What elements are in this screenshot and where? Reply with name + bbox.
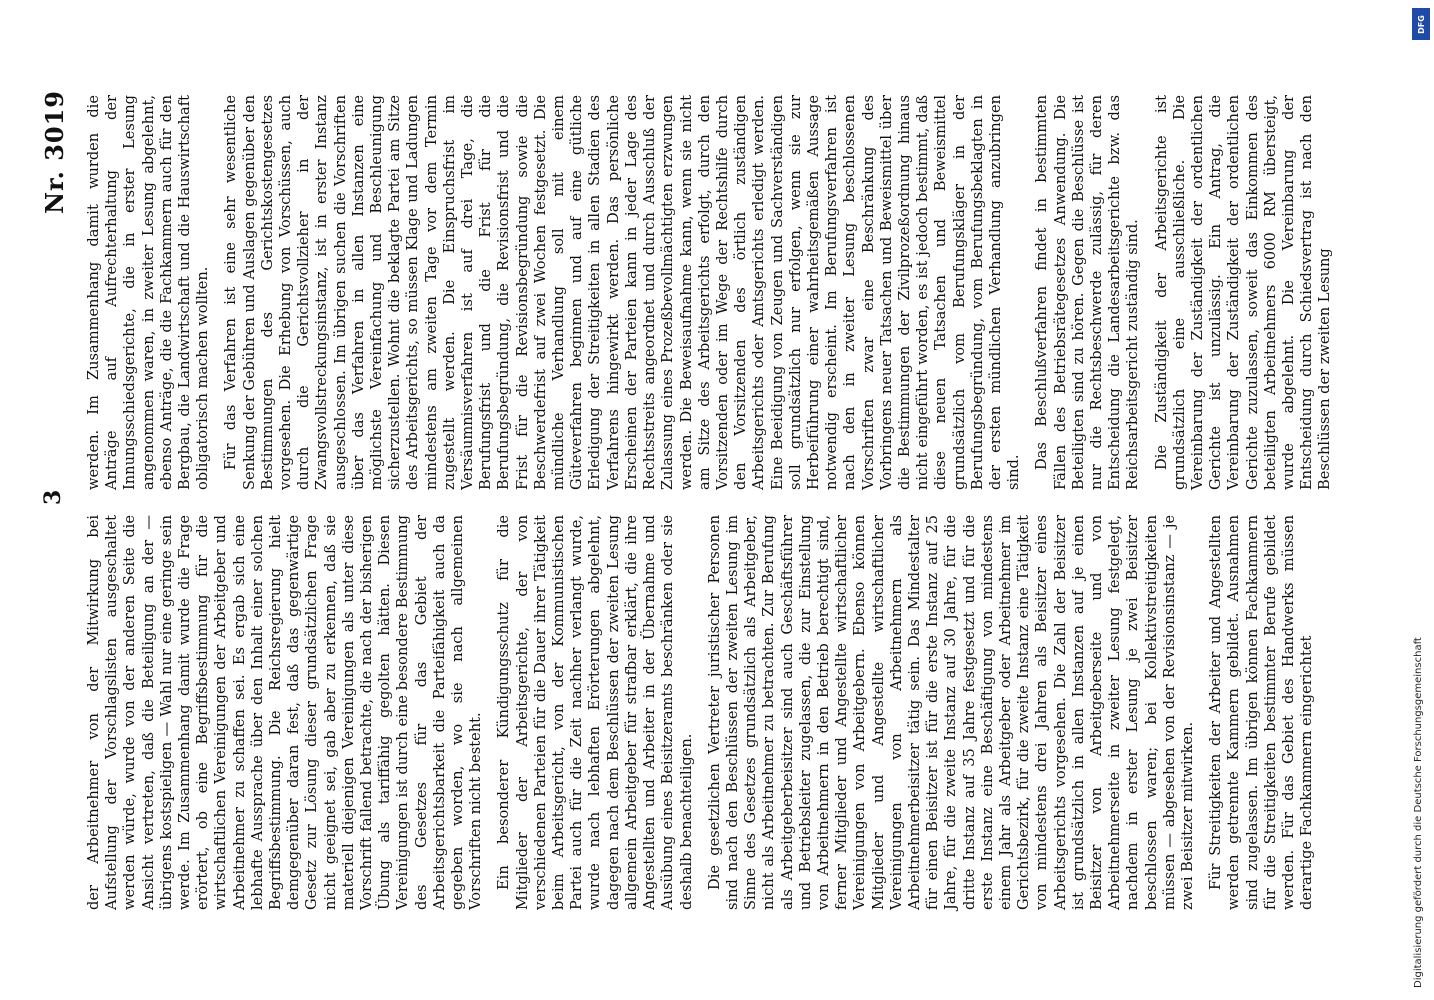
digitization-sidebar [1412, 8, 1430, 992]
paragraph: Für das Verfahren ist eine sehr wesentliche Senkung der Gebühren und Auslagen gegenüber den Bestimmungen des Gerichtskostengesetzes vorgesehen. Die Erhebung von Vorschüssen, auch durch die Gerichtsvollzieher in der Zwangsvollstreckungsinstanz, ist in erster Instanz ausgeschlossen. Im übrigen suchen die Vorschriften über das Verfahren in allen Instanzen eine möglichste Vereinfachung und Beschleunigung sicherzustellen. Wohnt die beklagte Partei am Sitze des Arbeitsgerichts, so müssen Klage und Ladungen mindestens am zweiten Tage vor dem Termin zugestellt werden. Die Einspruchsfrist im Versäumnisverfahren ist auf drei Tage, die Berufungsfrist und die Frist für die Berufungsbegründung, die Revisionsfrist und die Frist für die Revisionsbegründung sowie die Beschwerdefrist auf zwei Wochen festgesetzt. Die mündliche Verhandlung soll mit einem Güteverfahren beginnen und auf eine gütliche Erledigung der Streitigkeiten in allen Stadien des Verfahrens hingewirkt werden. Das persönliche Erscheinen der Parteien kann in jeder Lage des Rechtsstreits angeordnet und durch Ausschluß der Zulassung eines Prozeßbevollmächtigten erzwungen werden. Die Beweisaufnahme kann, wenn sie nicht am Sitze des Arbeitsgerichts erfolgt, durch den Vorsitzenden oder im Wege der Rechtshilfe durch den Vorsitzenden des örtlich zuständigen Arbeitsgerichts oder Amtsgerichts erledigt werden. Eine Beeidigung von Zeugen und Sachverständigen soll grundsätzlich nur erfolgen, wenn sie zur Herbeiführung einer wahrheitsgemäßen Aussage notwendig erscheint. Im Berufungsverfahren ist nach den in zweiter Lesung beschlossenen Vorschriften zwar eine Beschränkung des Vorbringens neuer Tatsachen und Beweismittel über die Bestimmungen der Zivilprozeßordnung hinaus nicht eingeführt worden, es ist jedoch bestimmt, daß diese neuen Tatsachen und Beweismittel grundsätzlich vom Berufungskläger in der Berufungsbegründung, vom Berufungsbeklagten in der ersten mündlichen Verhandlung anzubringen sind. [222, 95, 1023, 490]
paragraph: Die Zuständigkeit der Arbeitsgerichte ist grundsätzlich eine ausschließliche. Die Vereinbarung der Zuständigkeit der ordentlichen Gerichte ist unzulässig. Ein Antrag, die Vereinbarung der Zuständigkeit der ordentlichen Gerichte zuzulassen, soweit das Einkommen des beteiligten Arbeitnehmers 6000 RM übersteigt, wurde abgelehnt. Die Vereinbarung der Entscheidung durch Schiedsvertrag ist nach den Beschlüssen der zweiten Lesung [1152, 95, 1334, 490]
paragraph: der Arbeitnehmer von der Mitwirkung bei Aufstellung der Vorschlagslisten ausgeschaltet werden würde, wurde von der anderen Seite die Ansicht vertreten, daß die Beteiligung an der — übrigens kostspieligen — Wahl nur eine geringe sein werde. Im Zusammenhang damit wurde die Frage erörtert, ob eine Begriffsbestimmung für die wirtschaftlichen Vereinigungen der Arbeitgeber und Arbeitnehmer zu schaffen sei. Es ergab sich eine lebhafte Aussprache über den Inhalt einer solchen Begriffsbestimmung. Die Reichsregierung hielt demgegenüber daran fest, daß das gegenwärtige Gesetz zur Lösung dieser grundsätzlichen Frage nicht geeignet sei, gab aber zu erkennen, daß sie materiell diejenigen Vereinigungen als unter diese Vorschrift fallend betrachte, die nach der bisherigen Übung als tariffähig gegolten hätten. Diesen Vereinigungen ist durch eine besondere Bestimmung des Gesetzes für das Gebiet der Arbeitsgerichtsbarkeit die Parteifähigkeit auch da gegeben worden, wo sie nach allgemeinen Vorschriften nicht besteht. [85, 515, 485, 910]
left-text-column [85, 515, 1316, 910]
document-number: Nr. 3019 [40, 90, 69, 214]
paragraph: Das Beschlußverfahren findet in bestimmten Fällen des Betriebsrätegesetzes Anwendung. Die Beteiligten sind zu hören. Gegen die Beschlüsse ist nur die Rechtsbeschwerde zulässig, für deren Entscheidung die Landesarbeitsgerichte bzw. das Reichsarbeitsgericht zuständig sind. [1033, 95, 1142, 490]
paragraph: Die gesetzlichen Vertreter juristischer Personen sind nach den Beschlüssen der zweiten Lesung im Sinne des Gesetzes grundsätzlich als Arbeitgeber, nicht als Arbeitnehmer zu betrachten. Zur Berufung als Arbeitgeberbeisitzer sind auch Geschäftsführer und Betriebsleiter zugelassen, die zur Einstellung von Arbeitnehmern in den Betrieb berechtigt sind, ferner Mitglieder und Angestellte wirtschaftlicher Vereinigungen von Arbeitgebern. Ebenso können Mitglieder und Angestellte wirtschaftlicher Vereinigungen von Arbeitnehmern als Arbeitnehmerbeisitzer tätig sein. Das Mindestalter für einen Beisitzer ist für die erste Instanz auf 25 Jahre, für die zweite Instanz auf 30 Jahre, für die dritte Instanz auf 35 Jahre festgesetzt und für die erste Instanz eine Beschäftigung von mindestens einem Jahr als Arbeitgeber oder Arbeitnehmer im Gerichtsbezirk, für die zweite Instanz eine Tätigkeit von mindestens drei Jahren als Beisitzer eines Arbeitsgerichts vorgesehen. Die Zahl der Beisitzer ist grundsätzlich in allen Instanzen auf je einen Beisitzer von Arbeitgeberseite und von Arbeitnehmerseite in zweiter Lesung festgelegt, nachdem in erster Lesung je zwei Beisitzer beschlossen waren; bei Kollektivstreitigkeiten müssen — abgesehen von der Revisionsinstanz — je zwei Beisitzer mitwirken. [705, 515, 1196, 910]
paragraph: werden. Im Zusammenhang damit wurden die Anträge auf Aufrechterhaltung der Innungsschiedsgerichte, die in erster Lesung angenommen waren, in zweiter Lesung abgelehnt, ebenso Anträge, die die Fachkammern auch für den Bergbau, die Landwirtschaft und die Hauswirtschaft obligatorisch machen wollten. [85, 95, 212, 490]
page-number: 3 [40, 489, 66, 505]
page-header [40, 90, 80, 910]
paragraph: Für Streitigkeiten der Arbeiter und Angestellten werden getrennte Kammern gebildet. Ausnahmen sind zugelassen. Im übrigen können Fachkammern für die Streitigkeiten bestimmter Berufe gebildet werden. Für das Gebiet des Handwerks müssen derartige Fachkammern eingerichtet [1207, 515, 1316, 910]
funding-note: Digitalisierung gefördert durch die Deutsche Forschungsgemeinschaft [1413, 637, 1424, 988]
right-text-column [85, 95, 1334, 490]
dfg-logo: DFG [1412, 8, 1430, 40]
paragraph: Ein besonderer Kündigungsschutz für die Mitglieder der Arbeitsgerichte, der von verschiedenen Parteien für die Dauer ihrer Tätigkeit beim Arbeitsgericht, von der Kommunistischen Partei auch für die Zeit nachher verlangt wurde, wurde nach lebhaften Erörterungen abgelehnt, dagegen nach dem Beschlüssen der zweiten Lesung allgemein Arbeitgeber für strafbar erklärt, die ihre Angestellten und Arbeiter in der Übernahme und Ausübung eines Beisitzeramts beschränken oder sie deshalb benachteiligen. [495, 515, 695, 910]
